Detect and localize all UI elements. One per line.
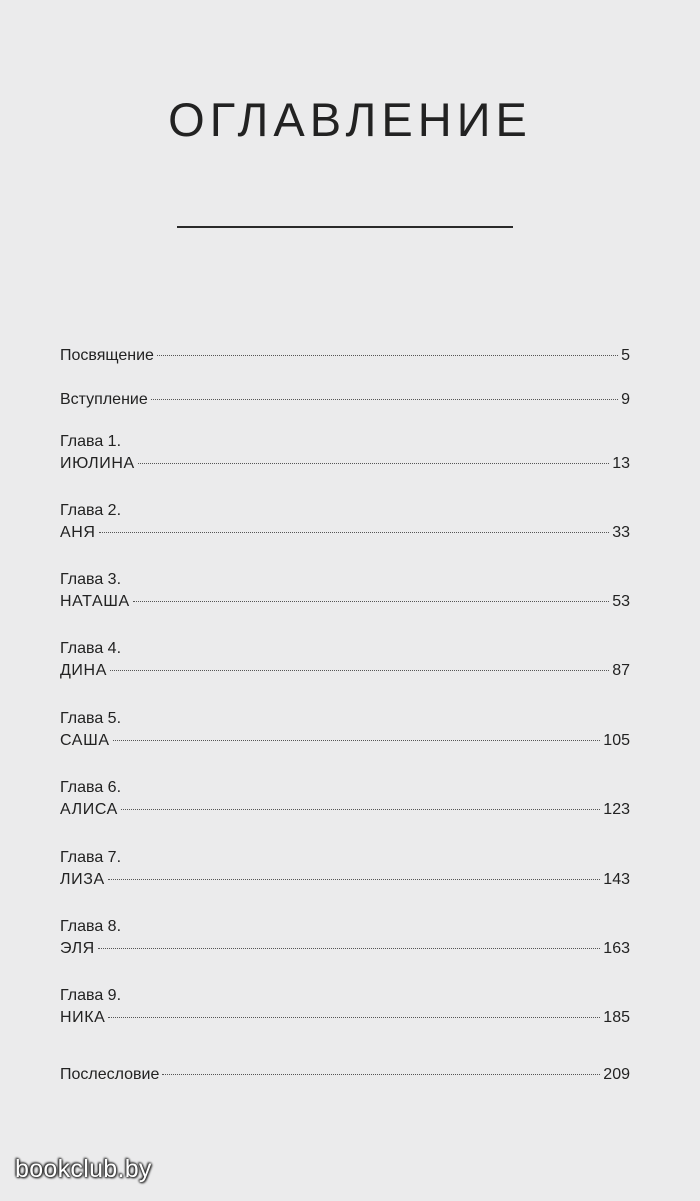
toc-entry-title: САША: [60, 732, 110, 749]
dot-leader: [151, 399, 618, 400]
toc-page-number: 5: [621, 347, 630, 364]
toc-page-number: 13: [612, 455, 630, 472]
toc-page-number: 163: [603, 940, 630, 957]
chapter-label: Глава 2.: [60, 502, 122, 519]
chapter-label: Глава 5.: [60, 710, 122, 727]
toc-page-number: 53: [612, 593, 630, 610]
dot-leader: [133, 601, 609, 602]
dot-leader: [138, 463, 609, 464]
dot-leader: [108, 879, 601, 880]
toc-entry-title: НИКА: [60, 1009, 106, 1026]
toc-entry-title: Вступление: [60, 391, 148, 408]
dot-leader: [113, 740, 601, 741]
chapter-label: Глава 8.: [60, 918, 122, 935]
toc-page-number: 209: [603, 1066, 630, 1083]
toc-page-number: 9: [621, 391, 630, 408]
toc-entry-chapter-9: [60, 986, 630, 1030]
toc-entry-dedication: [60, 344, 630, 368]
toc-entry-afterword: [60, 1063, 630, 1087]
chapter-label: Глава 6.: [60, 779, 122, 796]
toc-entry-chapter-6: [60, 778, 630, 822]
toc-page-number: 87: [612, 662, 630, 679]
dot-leader: [98, 948, 600, 949]
toc-entry-title: Посвящение: [60, 347, 154, 364]
toc-entry-chapter-3: [60, 570, 630, 614]
page-title: ОГЛАВЛЕНИЕ: [168, 93, 532, 146]
toc-entry-chapter-7: [60, 848, 630, 892]
dot-leader: [162, 1074, 600, 1075]
toc-entry-chapter-5: [60, 709, 630, 753]
chapter-label: Глава 3.: [60, 571, 122, 588]
toc-entry-title: ДИНА: [60, 662, 107, 679]
toc-entry-chapter-2: [60, 501, 630, 545]
toc-entry-introduction: [60, 388, 630, 412]
toc-page-number: 143: [603, 871, 630, 888]
title-divider: [177, 226, 513, 228]
toc-entry-title: ЛИЗА: [60, 871, 105, 888]
toc-entry-title: ИЮЛИНА: [60, 455, 135, 472]
toc-page-number: 185: [603, 1009, 630, 1026]
toc-entry-title: Послесловие: [60, 1066, 160, 1083]
dot-leader: [110, 670, 609, 671]
toc-entry-title: ЭЛЯ: [60, 940, 95, 957]
toc-entry-chapter-1: [60, 432, 630, 476]
chapter-label: Глава 9.: [60, 987, 122, 1004]
chapter-label: Глава 1.: [60, 433, 122, 450]
toc-page-number: 33: [612, 524, 630, 541]
toc-page-number: 105: [603, 732, 630, 749]
dot-leader: [157, 355, 618, 356]
dot-leader: [108, 1017, 600, 1018]
toc-entry-title: НАТАША: [60, 593, 130, 610]
toc-entry-title: АНЯ: [60, 524, 96, 541]
chapter-label: Глава 7.: [60, 849, 122, 866]
toc-entry-chapter-8: [60, 917, 630, 961]
toc-page-number: 123: [603, 801, 630, 818]
toc-entry-title: АЛИСА: [60, 801, 118, 818]
site-watermark: bookclub.by: [15, 1155, 152, 1183]
dot-leader: [99, 532, 610, 533]
dot-leader: [121, 809, 600, 810]
toc-entry-chapter-4: [60, 639, 630, 683]
chapter-label: Глава 4.: [60, 640, 122, 657]
